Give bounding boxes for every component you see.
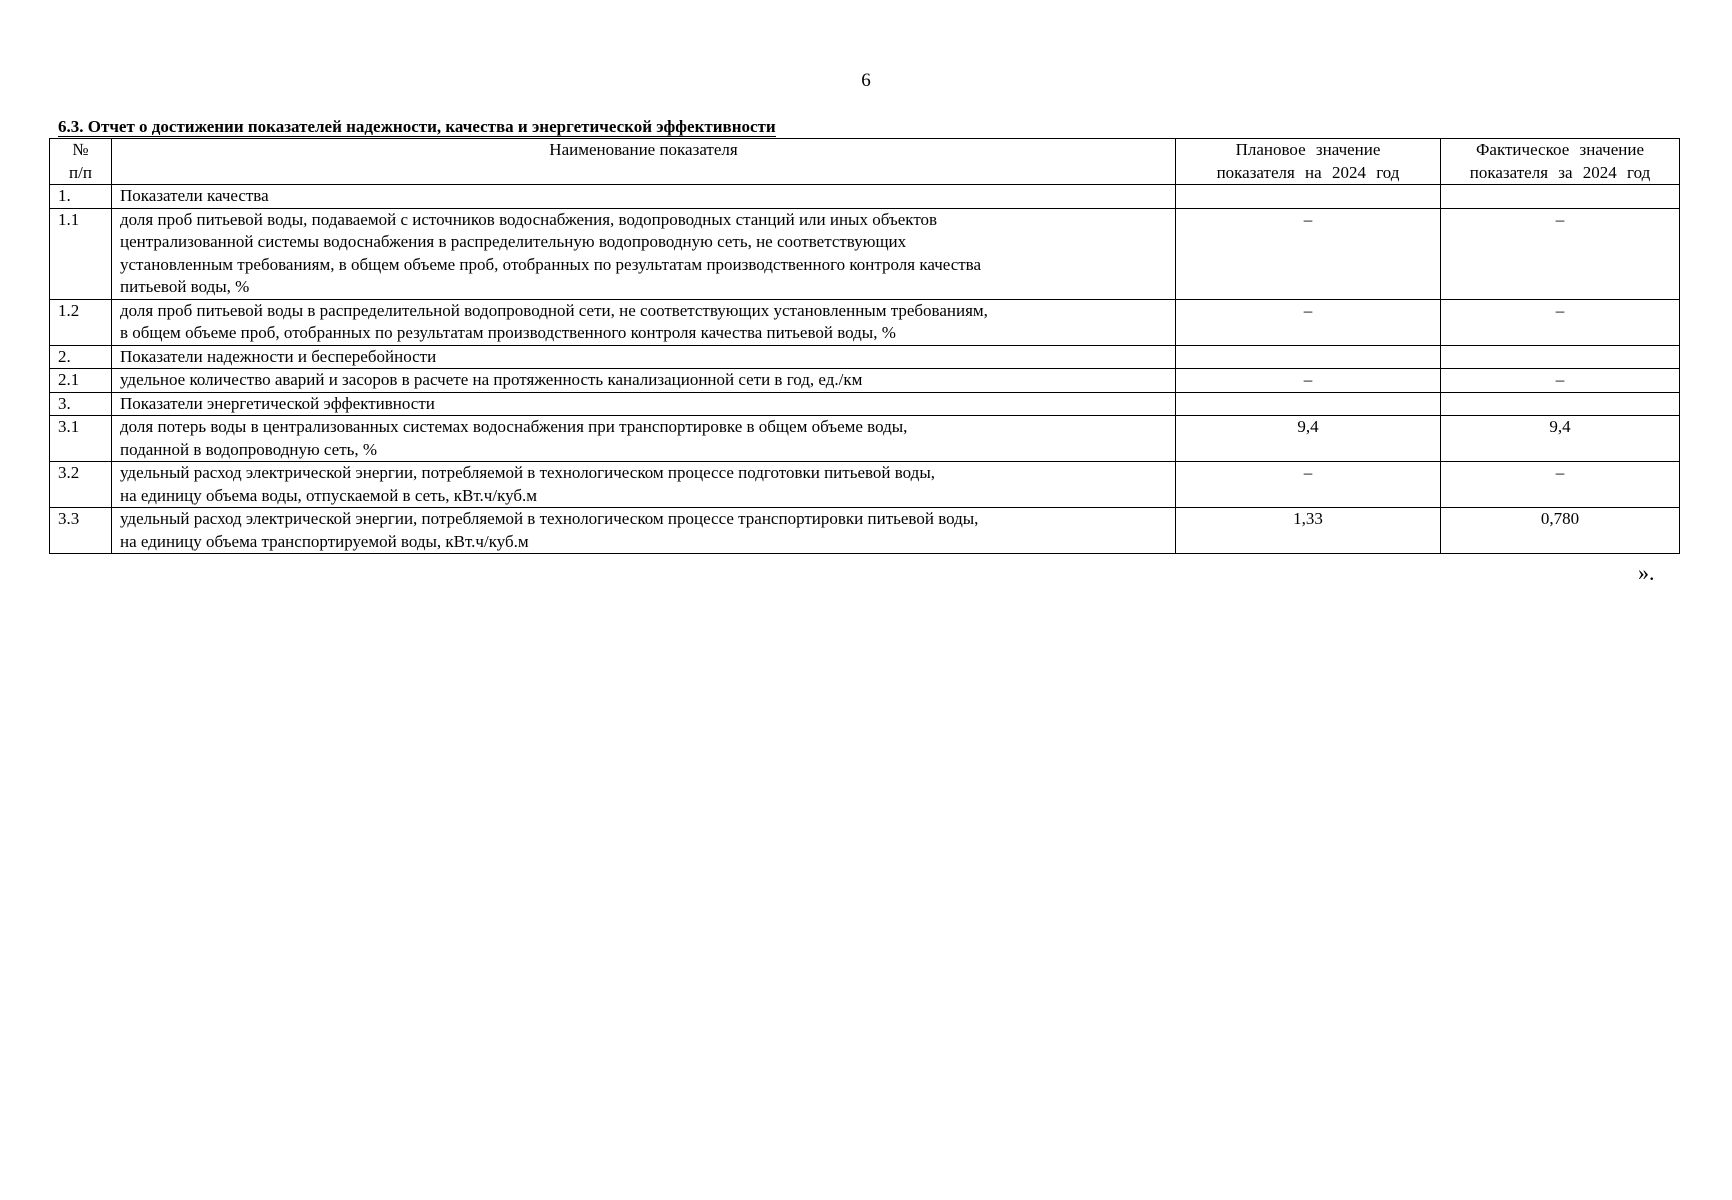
table-row	[50, 392, 1680, 416]
row-name-line: удельный расход электрической энергии, потребляемой в технологическом процессе транспортировки питьевой воды,	[120, 509, 979, 528]
header-fact-line2: показателя за 2024 год	[1469, 162, 1651, 182]
header-plan-line2: показателя на 2024 год	[1216, 162, 1400, 182]
header-fact	[1441, 139, 1680, 185]
row-plan-value: 1,33	[1176, 508, 1441, 554]
table-row	[50, 299, 1680, 345]
page-number: 6	[861, 70, 871, 91]
row-number: 2.	[50, 345, 112, 369]
row-name-line: на единицу объема воды, отпускаемой в сеть, кВт.ч/куб.м	[120, 485, 538, 505]
row-number: 1.	[50, 185, 112, 209]
row-plan-value: –	[1176, 208, 1441, 299]
table-row	[50, 416, 1680, 462]
header-num	[50, 139, 112, 185]
row-number: 3.3	[50, 508, 112, 554]
header-num-line2: п/п	[69, 162, 92, 182]
row-number: 1.1	[50, 208, 112, 299]
header-name-text: Наименование показателя	[549, 140, 738, 159]
row-name: Показатели надежности и бесперебойности	[112, 345, 1176, 369]
header-plan	[1176, 139, 1441, 185]
header-fact-line1: Фактическое значение	[1475, 140, 1644, 159]
header-name	[112, 139, 1176, 185]
row-plan-value: –	[1176, 462, 1441, 508]
row-fact-value: –	[1441, 208, 1680, 299]
row-fact-value: –	[1441, 462, 1680, 508]
row-name-line: в общем объеме проб, отобранных по результатам производственного контроля качества питьевой воды, %	[120, 323, 896, 342]
row-number: 3.1	[50, 416, 112, 462]
row-name-line: доля потерь воды в централизованных системах водоснабжения при транспортировке в общем объеме воды,	[120, 417, 908, 436]
table-row	[50, 369, 1680, 393]
row-plan-value	[1176, 185, 1441, 209]
row-name	[112, 462, 1176, 508]
row-name: Показатели качества	[112, 185, 1176, 209]
table-row	[50, 185, 1680, 209]
table-row	[50, 508, 1680, 554]
row-fact-value: 0,780	[1441, 508, 1680, 554]
row-name: удельное количество аварий и засоров в расчете на протяженность канализационной сети в год, ед./км	[112, 369, 1176, 393]
row-number: 3.	[50, 392, 112, 416]
row-name	[112, 416, 1176, 462]
row-name	[112, 208, 1176, 299]
row-plan-value: 9,4	[1176, 416, 1441, 462]
row-name-line: доля проб питьевой воды, подаваемой с источников водоснабжения, водопроводных станций или иных объектов	[120, 209, 938, 229]
row-fact-value	[1441, 392, 1680, 416]
row-name	[112, 508, 1176, 554]
table-row	[50, 208, 1680, 299]
row-plan-value: –	[1176, 369, 1441, 393]
row-plan-value	[1176, 392, 1441, 416]
row-number: 3.2	[50, 462, 112, 508]
closing-quote-mark: ».	[1638, 560, 1655, 585]
row-fact-value: –	[1441, 369, 1680, 393]
indicators-table	[49, 138, 1680, 554]
row-name-line: централизованной системы водоснабжения в распределительную водопроводную сеть, не соответствующих	[120, 232, 907, 251]
section-title: 6.3. Отчет о достижении показателей надежности, качества и энергетической эффективности	[58, 117, 776, 136]
row-plan-value	[1176, 345, 1441, 369]
table-row	[50, 345, 1680, 369]
header-plan-line1: Плановое значение	[1235, 140, 1381, 159]
row-fact-value: –	[1441, 299, 1680, 345]
row-plan-value: –	[1176, 299, 1441, 345]
row-name-line: удельный расход электрической энергии, потребляемой в технологическом процессе подготовки питьевой воды,	[120, 463, 935, 482]
row-name: Показатели энергетической эффективности	[112, 392, 1176, 416]
row-fact-value	[1441, 345, 1680, 369]
row-name-line: питьевой воды, %	[120, 277, 250, 296]
row-name-line: установленным требованиям, в общем объеме проб, отобранных по результатам производственного контроля качества	[120, 254, 982, 274]
row-fact-value: 9,4	[1441, 416, 1680, 462]
row-fact-value	[1441, 185, 1680, 209]
row-name	[112, 299, 1176, 345]
row-number: 1.2	[50, 299, 112, 345]
table-header-row	[50, 139, 1680, 185]
table-row	[50, 462, 1680, 508]
row-number: 2.1	[50, 369, 112, 393]
row-name-line: на единицу объема транспортируемой воды, кВт.ч/куб.м	[120, 531, 529, 551]
header-num-line1: №	[72, 140, 89, 159]
row-name-line: доля проб питьевой воды в распределительной водопроводной сети, не соответствующих установленным требованиям,	[120, 300, 988, 320]
row-name-line: поданной в водопроводную сеть, %	[120, 439, 378, 459]
